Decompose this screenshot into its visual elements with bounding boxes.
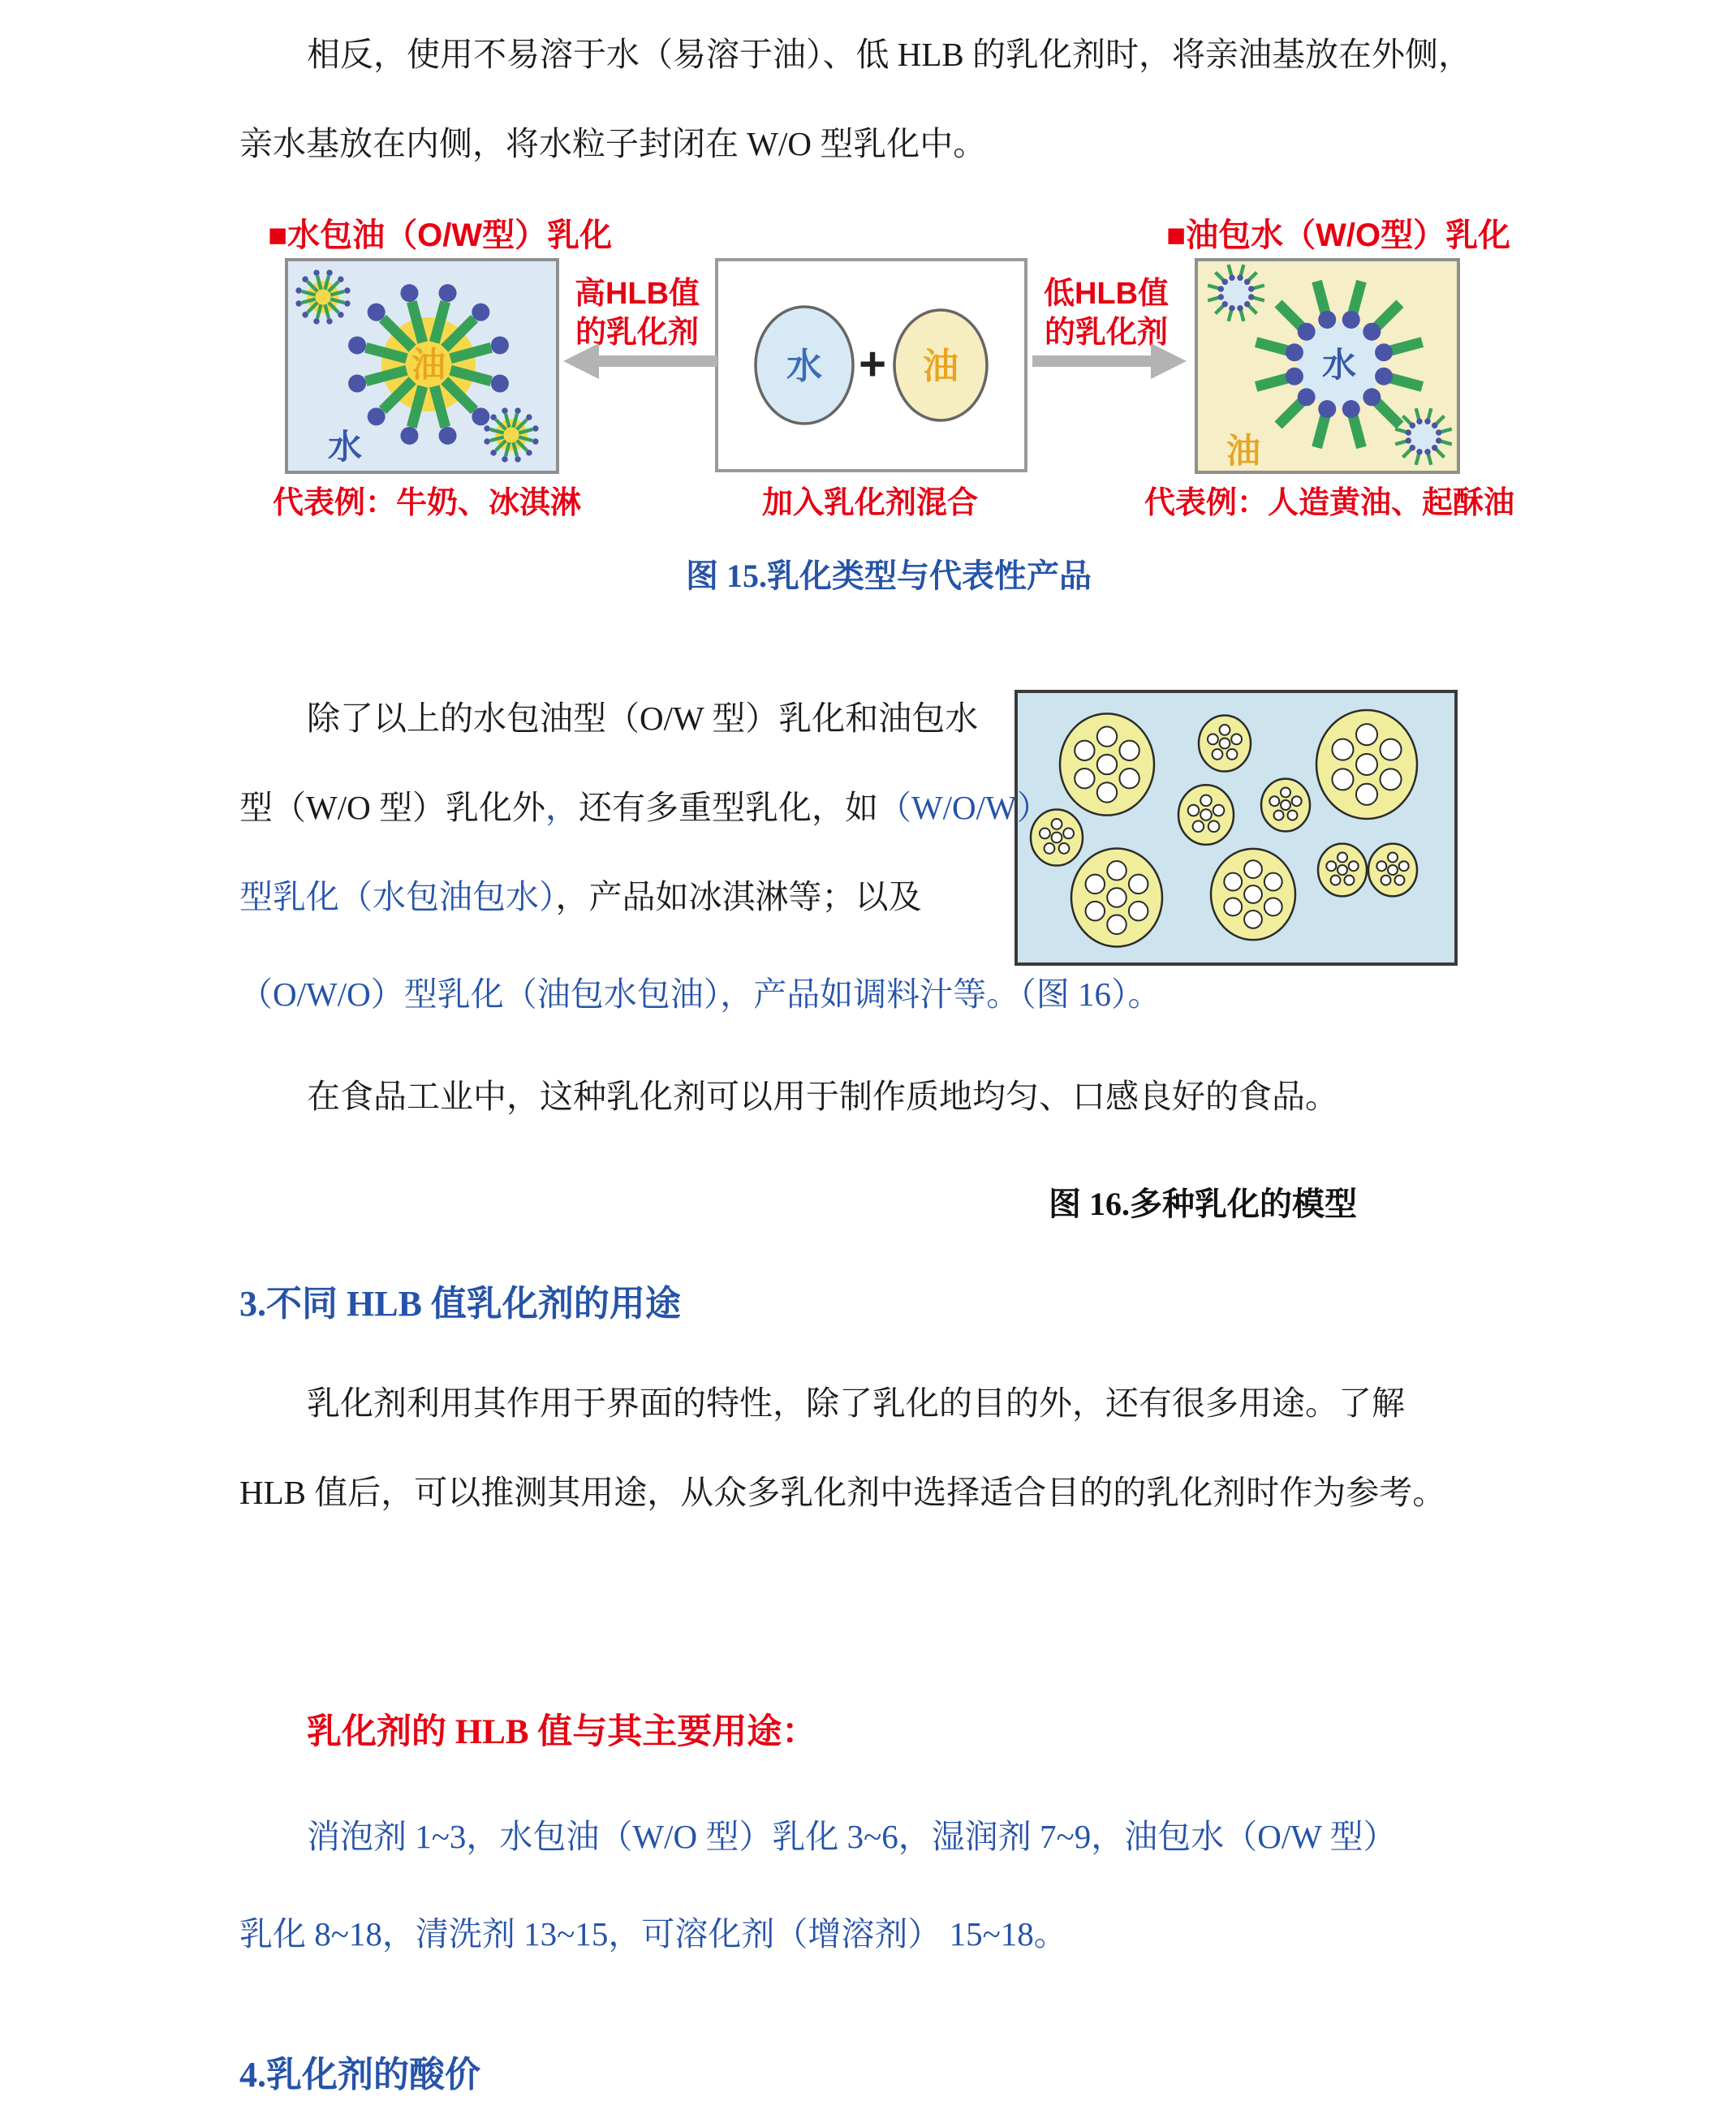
multiple-emulsion-illustration: [1018, 693, 1454, 962]
paragraph-line: 消泡剂 1~3，水包油（W/O 型）乳化 3~6，湿润剂 7~9，油包水（O/W 型）: [307, 1818, 1397, 1855]
oil-phase-label: 油: [1226, 432, 1261, 470]
high-hlb-line1: 高HLB值: [574, 277, 700, 311]
wo-micelle-illustration: [1198, 261, 1457, 471]
low-hlb-line1: 低HLB值: [1043, 277, 1170, 311]
figure-16-image: [1014, 690, 1458, 966]
ow-example-caption: 代表例：牛奶、冰淇淋: [273, 486, 582, 520]
wo-example-caption: 代表例：人造黄油、起酥油: [1144, 486, 1515, 520]
plus-icon: +: [859, 338, 886, 390]
paragraph-line: 亲水基放在内侧，将水粒子封闭在 W/O 型乳化中。: [239, 125, 987, 162]
water-drop-label: 水: [786, 347, 822, 386]
text-segment: ，: [545, 789, 579, 826]
paragraph-line: 乳化 8~18，清洗剂 13~15，可溶化剂（增溶剂） 15~18。: [239, 1915, 1067, 1953]
water-phase-label: 水: [328, 428, 363, 466]
paragraph-line: [239, 787, 1050, 828]
section4-heading: 4.乳化剂的酸价: [239, 2055, 480, 2095]
low-hlb-line2: 的乳化剂: [1044, 316, 1168, 350]
figure15-caption: 图 15.乳化类型与代表性产品: [686, 558, 1092, 594]
figure16-caption: 图 16.多种乳化的模型: [1049, 1186, 1357, 1222]
paragraph-line: [239, 876, 922, 917]
text-segment: 除了以上的水包油型（O/W 型）乳化和油包水: [307, 700, 979, 737]
paragraph-line: 乳化剂利用其作用于界面的特性，除了乳化的目的外，还有很多用途。了解: [307, 1384, 1405, 1422]
high-hlb-line2: 的乳化剂: [575, 316, 699, 350]
water-core-label: 水: [1321, 346, 1357, 384]
text-segment: （W/O/W）: [877, 789, 1050, 826]
figure15-left-title: ■水包油（O/W型）乳化: [268, 217, 613, 253]
arrow-right-icon: [1021, 341, 1187, 381]
text-segment: ，产品如冰淇淋等；以及: [555, 878, 922, 915]
paragraph-line: 相反，使用不易溶于水（易溶于油）、低 HLB 的乳化剂时，将亲油基放在外侧，: [307, 36, 1471, 73]
text-segment: 型（W/O 型）乳化外: [239, 789, 545, 826]
paragraph-line: [307, 698, 978, 738]
oil-core-label: 油: [411, 346, 446, 384]
paragraph-line: [239, 974, 1161, 1014]
paragraph-line: HLB 值后，可以推测其用途，从众多乳化剂中选择适合目的的乳化剂时作为参考。: [239, 1474, 1446, 1511]
text-segment: 还有多重型乳化，如: [578, 789, 878, 826]
section3-heading: 3.不同 HLB 值乳化剂的用途: [239, 1284, 681, 1324]
water-oil-mix-illustration: [718, 261, 1024, 469]
figure15-right-title: ■油包水（W/O型）乳化: [1166, 217, 1511, 253]
ow-emulsion-panel: [285, 258, 559, 474]
text-segment: （O/W/O）型乳化（油包水包油），产品如调料汁等。（图 16）。: [239, 975, 1161, 1013]
oil-drop-label: 油: [923, 347, 958, 386]
paragraph-line: 在食品工业中，这种乳化剂可以用于制作质地均匀、口感良好的食品。: [307, 1078, 1338, 1115]
water-plus-oil-panel: [715, 258, 1027, 472]
ow-micelle-illustration: [288, 261, 556, 471]
hlb-usage-heading: 乳化剂的 HLB 值与其主要用途：: [307, 1713, 817, 1751]
wo-emulsion-panel: [1195, 258, 1460, 474]
mix-caption: 加入乳化剂混合: [762, 486, 979, 520]
arrow-left-icon: [563, 341, 717, 381]
text-segment: 型乳化（水包油包水）: [239, 878, 556, 915]
